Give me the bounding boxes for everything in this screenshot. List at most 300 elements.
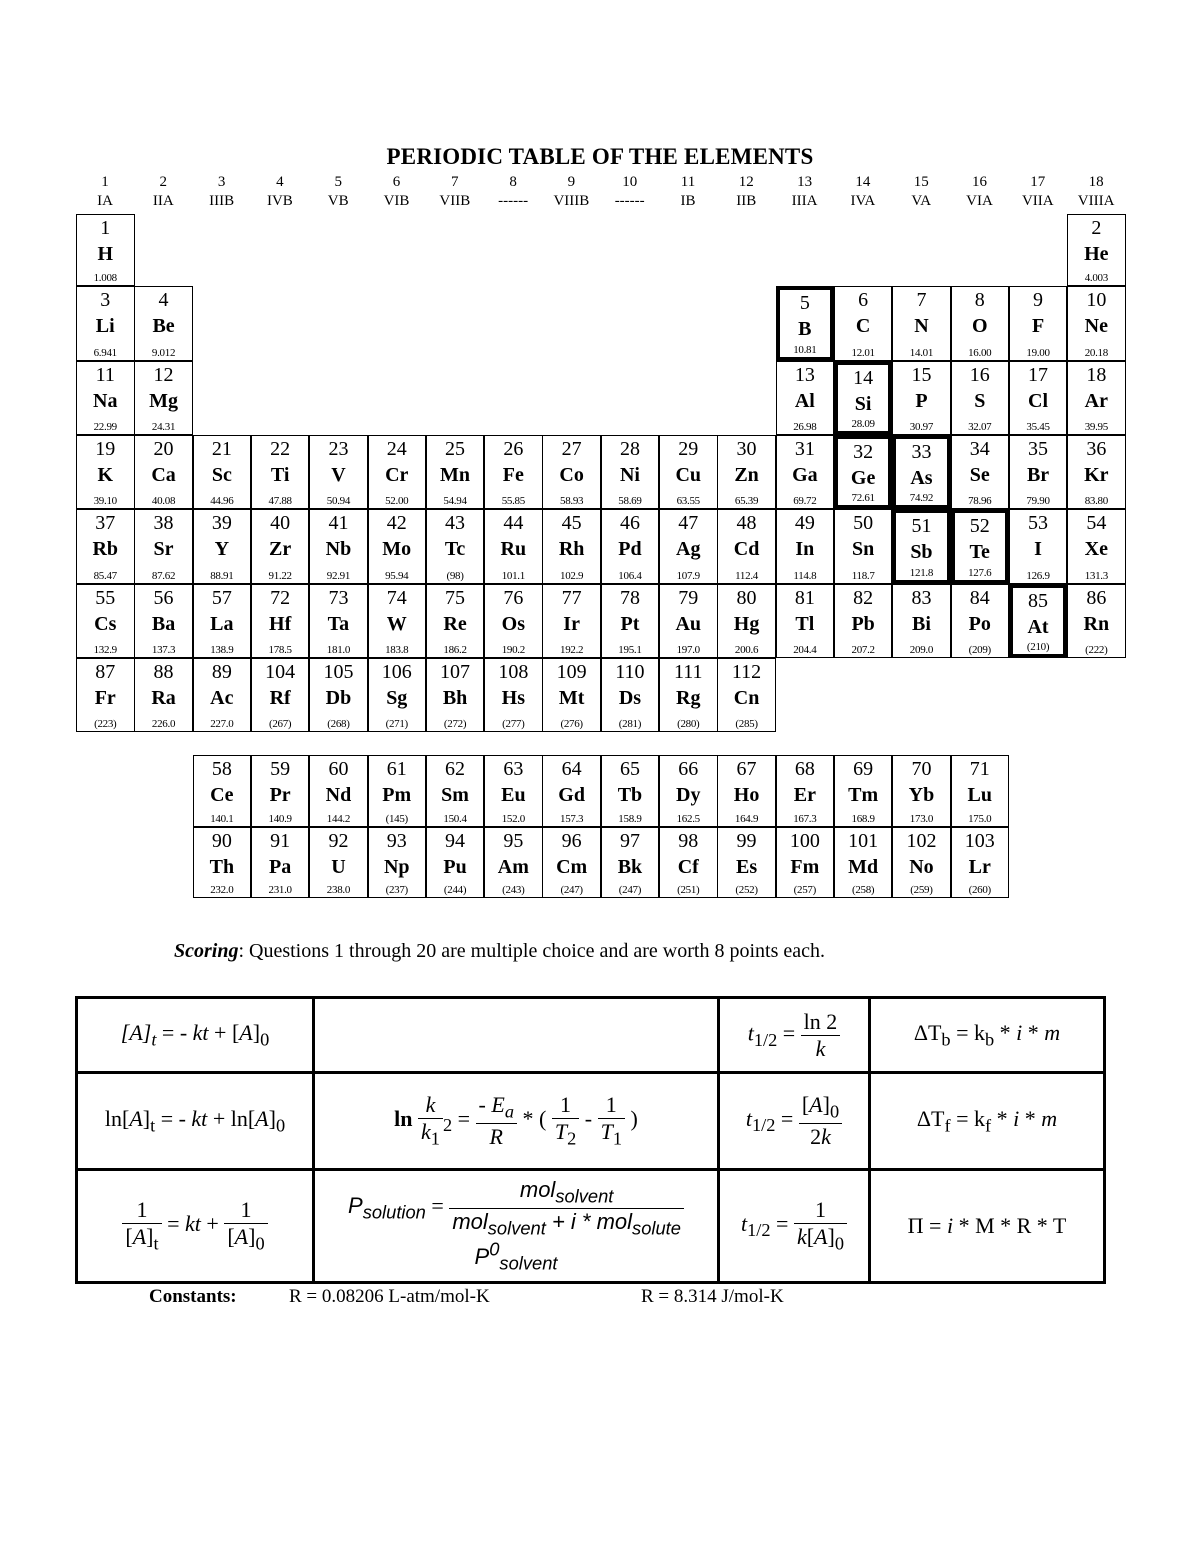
group-label: VIIA: [1021, 193, 1054, 209]
element-symbol: Ag: [676, 538, 701, 560]
atomic-number: 7: [916, 289, 927, 311]
element-cell-pd: [601, 509, 660, 584]
element-cell-kr: [1067, 435, 1126, 509]
atomic-number: 13: [794, 364, 815, 386]
atomic-mass: (145): [385, 813, 408, 825]
atomic-number: 43: [445, 512, 466, 534]
atomic-mass: 140.1: [210, 813, 234, 825]
element-symbol: Gd: [558, 784, 585, 806]
element-symbol: Lr: [968, 856, 991, 878]
group-header-14: [834, 173, 892, 211]
atomic-mass: 10.81: [793, 344, 817, 356]
element-symbol: Hg: [733, 613, 760, 635]
atomic-mass: 58.69: [618, 495, 642, 507]
group-number: 8: [509, 174, 517, 190]
element-cell-nb: [309, 509, 368, 584]
atomic-mass: 175.0: [968, 813, 992, 825]
group-number: 3: [217, 174, 226, 190]
element-symbol: Si: [854, 393, 872, 415]
element-symbol: Pr: [269, 784, 291, 806]
element-symbol: Zr: [269, 538, 292, 560]
element-cell-re: [426, 584, 485, 658]
element-symbol: Bh: [442, 687, 468, 709]
atomic-mass: 55.85: [501, 495, 525, 507]
element-symbol: B: [798, 318, 812, 340]
element-cell-h: [76, 214, 135, 286]
group-label: VA: [911, 193, 932, 209]
element-symbol: Sr: [153, 538, 174, 560]
group-header-12: [717, 173, 775, 211]
atomic-number: 82: [853, 587, 874, 609]
element-symbol: He: [1084, 243, 1109, 265]
element-cell-sb: [892, 509, 951, 584]
atomic-mass: (251): [677, 884, 700, 896]
element-cell-th: [193, 827, 252, 898]
element-symbol: Co: [559, 464, 584, 486]
element-cell-fm: [776, 827, 835, 898]
group-header-5: [309, 173, 367, 211]
element-symbol: O: [971, 315, 988, 337]
atomic-number: 24: [386, 438, 407, 460]
atomic-number: 59: [270, 758, 291, 780]
atomic-mass: 186.2: [443, 644, 467, 656]
atomic-mass: (222): [1085, 644, 1108, 656]
atomic-number: 39: [211, 512, 232, 534]
element-symbol: Tm: [848, 784, 879, 806]
atomic-mass: 9.012: [151, 347, 176, 359]
element-symbol: Br: [1026, 464, 1050, 486]
element-symbol: Cs: [94, 613, 117, 635]
element-symbol: S: [974, 390, 986, 412]
atomic-number: 76: [503, 587, 524, 609]
element-symbol: Mo: [382, 538, 412, 560]
group-number: 5: [334, 174, 342, 190]
element-symbol: Ru: [500, 538, 527, 560]
element-symbol: Pm: [382, 784, 412, 806]
element-cell-bh: [426, 658, 485, 732]
element-cell-y: [193, 509, 252, 584]
element-symbol: Ac: [210, 687, 234, 709]
element-cell-xe: [1067, 509, 1126, 584]
atomic-mass: 39.10: [93, 495, 117, 507]
scoring-label: Scoring: [174, 940, 239, 962]
atomic-mass: 127.6: [968, 567, 992, 579]
element-cell-n: [892, 286, 951, 361]
atomic-mass: (243): [502, 884, 525, 896]
atomic-mass: 238.0: [326, 884, 351, 896]
element-cell-ra: [134, 658, 193, 732]
element-symbol: Cd: [733, 538, 760, 560]
element-cell-pt: [601, 584, 660, 658]
element-cell-ho: [717, 755, 776, 827]
element-symbol: K: [97, 464, 114, 486]
element-symbol: Dy: [676, 784, 701, 806]
atomic-mass: (258): [851, 884, 875, 896]
element-symbol: Rf: [269, 687, 291, 709]
atomic-mass: 44.96: [210, 495, 234, 507]
element-symbol: Pb: [851, 613, 875, 635]
atomic-mass: 102.9: [560, 570, 584, 582]
element-symbol: Sb: [910, 541, 933, 563]
element-cell-pm: [368, 755, 427, 827]
element-cell-mn: [426, 435, 485, 509]
group-label: IB: [680, 193, 696, 209]
element-cell-hg: [717, 584, 776, 658]
element-symbol: Ar: [1084, 390, 1108, 412]
element-cell-er: [776, 755, 835, 827]
element-symbol: Ir: [563, 613, 580, 635]
atomic-number: 5: [799, 292, 810, 314]
element-cell-b: [776, 286, 835, 361]
atomic-mass: 35.45: [1026, 421, 1050, 433]
element-cell-mg: [134, 361, 193, 435]
atomic-mass: 227.0: [210, 718, 234, 730]
element-symbol: Ga: [792, 464, 818, 486]
freezing-point-depression: $\Delta T_f = k_f * i * m$: [870, 1073, 1105, 1170]
group-number: 1: [101, 174, 109, 190]
element-cell-pr: [251, 755, 310, 827]
element-cell-ag: [659, 509, 718, 584]
element-symbol: Ba: [151, 613, 176, 635]
half-life-zero-order: $t_{1/2}$ = $\frac{[A]_0}{2k}$: [719, 1073, 870, 1170]
element-symbol: Ne: [1084, 315, 1108, 337]
atomic-mass: 83.80: [1084, 495, 1108, 507]
osmotic-pressure: Π = i * M * R * T: [870, 1170, 1105, 1283]
element-cell-te: [951, 509, 1010, 584]
element-symbol: H: [97, 243, 114, 265]
atomic-mass: 226.0: [151, 718, 176, 730]
element-symbol: Te: [969, 541, 990, 563]
group-header-4: [251, 173, 309, 211]
element-cell-cm: [542, 827, 601, 898]
element-symbol: Cr: [385, 464, 409, 486]
atomic-number: 105: [323, 661, 354, 683]
atomic-mass: 87.62: [151, 570, 176, 582]
atomic-number: 67: [736, 758, 757, 780]
atomic-number: 12: [153, 364, 174, 386]
atomic-number: 91: [270, 830, 291, 852]
element-cell-hs: [484, 658, 543, 732]
atomic-number: 94: [445, 830, 466, 852]
atomic-mass: (98): [446, 570, 464, 582]
atomic-number: 60: [328, 758, 349, 780]
element-cell-bi: [892, 584, 951, 658]
element-cell-o: [951, 286, 1010, 361]
element-symbol: W: [386, 613, 407, 635]
atomic-mass: 192.2: [560, 644, 584, 656]
element-cell-br: [1009, 435, 1068, 509]
element-cell-ne: [1067, 286, 1126, 361]
atomic-number: 70: [911, 758, 932, 780]
group-number: 10: [622, 174, 638, 190]
group-number: 9: [567, 174, 576, 190]
atomic-mass: 12.01: [851, 347, 875, 359]
atomic-number: 46: [619, 512, 640, 534]
atomic-number: 83: [911, 587, 932, 609]
atomic-number: 56: [153, 587, 174, 609]
group-header-3: [193, 173, 251, 211]
atomic-number: 52: [969, 515, 990, 537]
atomic-mass: 114.8: [793, 570, 817, 582]
atomic-mass: (281): [618, 718, 642, 730]
atomic-mass: 106.4: [618, 570, 642, 582]
element-symbol: Er: [793, 784, 816, 806]
group-label: IIA: [152, 193, 174, 209]
gas-constant-joule: R = 8.314 J/mol-K: [641, 1286, 784, 1307]
element-cell-be: [134, 286, 193, 361]
element-cell-v: [309, 435, 368, 509]
group-header-17: [1009, 173, 1067, 211]
element-symbol: Cl: [1028, 390, 1049, 412]
atomic-number: 78: [619, 587, 640, 609]
atomic-number: 109: [556, 661, 587, 683]
element-cell-ar: [1067, 361, 1126, 435]
atomic-number: 62: [445, 758, 466, 780]
element-symbol: Np: [383, 856, 410, 878]
group-label: VIA: [966, 193, 993, 209]
raoult-law: $P_{solution}$ = $\frac{mol_{solvent}}{mol_{solvent} + i * mol_{solute}}$ $P^0_{solvent}$: [314, 1170, 719, 1283]
element-symbol: Tb: [617, 784, 643, 806]
atomic-mass: 126.9: [1026, 570, 1050, 582]
group-header-1: [76, 173, 134, 211]
atomic-number: 51: [911, 515, 932, 537]
atomic-mass: 231.0: [268, 884, 292, 896]
atomic-number: 25: [445, 438, 466, 460]
atomic-number: 65: [619, 758, 640, 780]
atomic-number: 20: [153, 438, 174, 460]
group-label: IVA: [850, 193, 876, 209]
element-symbol: Bi: [911, 613, 931, 635]
atomic-mass: (252): [735, 884, 758, 896]
atomic-number: 80: [736, 587, 757, 609]
atomic-number: 97: [619, 830, 640, 852]
element-cell-s: [951, 361, 1010, 435]
element-cell-mt: [542, 658, 601, 732]
atomic-number: 47: [678, 512, 699, 534]
group-number: 6: [392, 174, 401, 190]
atomic-number: 29: [678, 438, 699, 460]
atomic-mass: 195.1: [618, 644, 642, 656]
element-cell-ni: [601, 435, 660, 509]
element-cell-cs: [76, 584, 135, 658]
element-symbol: Kr: [1084, 464, 1109, 486]
element-symbol: Po: [968, 613, 991, 635]
atomic-mass: (277): [502, 718, 525, 730]
atomic-mass: 158.9: [618, 813, 642, 825]
atomic-mass: 178.5: [268, 644, 292, 656]
element-cell-w: [368, 584, 427, 658]
atomic-number: 15: [911, 364, 932, 386]
atomic-mass: 101.1: [501, 570, 525, 582]
element-cell-sn: [834, 509, 893, 584]
atomic-mass: 204.4: [793, 644, 817, 656]
atomic-mass: 183.8: [385, 644, 409, 656]
element-symbol: Cf: [677, 856, 699, 878]
element-symbol: N: [914, 315, 929, 337]
atomic-mass: 168.9: [851, 813, 875, 825]
atomic-number: 14: [853, 367, 874, 389]
element-cell-co: [542, 435, 601, 509]
element-symbol: Sn: [852, 538, 875, 560]
atomic-number: 90: [211, 830, 232, 852]
element-symbol: Cm: [556, 856, 588, 878]
element-symbol: Li: [95, 315, 115, 337]
element-symbol: Se: [969, 464, 990, 486]
element-cell-sc: [193, 435, 252, 509]
element-cell-si: [834, 361, 893, 435]
atomic-number: 100: [789, 830, 820, 852]
element-cell-lu: [951, 755, 1010, 827]
element-cell-lr: [951, 827, 1010, 898]
element-cell-pu: [426, 827, 485, 898]
group-label: IIIA: [791, 193, 818, 209]
half-life-second-order: $t_{1/2}$ = $\frac{1}{k[A]_0}$: [719, 1170, 870, 1283]
atomic-number: 48: [736, 512, 757, 534]
element-symbol: Ni: [619, 464, 640, 486]
group-header-13: [776, 173, 834, 211]
atomic-number: 111: [673, 661, 703, 683]
page-title: PERIODIC TABLE OF THE ELEMENTS: [386, 144, 814, 169]
atomic-number: 71: [969, 758, 990, 780]
atomic-number: 10: [1086, 289, 1107, 311]
atomic-mass: 74.92: [909, 492, 934, 504]
element-symbol: Sg: [386, 687, 408, 709]
element-symbol: Th: [209, 856, 235, 878]
group-label: ------: [614, 193, 645, 209]
element-cell-mo: [368, 509, 427, 584]
element-cell-al: [776, 361, 835, 435]
atomic-mass: 140.9: [268, 813, 292, 825]
atomic-number: 16: [969, 364, 990, 386]
element-cell-as: [892, 435, 951, 509]
atomic-mass: 54.94: [443, 495, 467, 507]
element-cell-na: [76, 361, 135, 435]
atomic-number: 30: [736, 438, 757, 460]
group-number: 7: [451, 174, 459, 190]
atomic-mass: 107.9: [676, 570, 700, 582]
atomic-mass: 16.00: [968, 347, 992, 359]
element-symbol: Ra: [151, 687, 176, 709]
atomic-number: 18: [1086, 364, 1107, 386]
atomic-number: 103: [964, 830, 995, 852]
element-cell-no: [892, 827, 951, 898]
element-symbol: Ce: [210, 784, 234, 806]
atomic-number: 86: [1086, 587, 1107, 609]
element-symbol: Mg: [149, 390, 178, 412]
group-number: 15: [913, 174, 929, 190]
element-symbol: Am: [497, 856, 529, 878]
element-cell-zr: [251, 509, 310, 584]
atomic-number: 19: [95, 438, 116, 460]
atomic-number: 99: [736, 830, 757, 852]
atomic-mass: 209.0: [909, 644, 934, 656]
atomic-number: 22: [270, 438, 291, 460]
element-cell-dy: [659, 755, 718, 827]
atomic-number: 72: [270, 587, 291, 609]
atomic-number: 66: [678, 758, 699, 780]
element-cell-md: [834, 827, 893, 898]
atomic-number: 92: [328, 830, 349, 852]
atomic-number: 79: [678, 587, 699, 609]
group-number: 13: [797, 174, 813, 190]
group-number: 2: [159, 174, 168, 190]
atomic-mass: 65.39: [734, 495, 759, 507]
equation-table: [75, 996, 1106, 1284]
atomic-mass: 190.2: [501, 644, 525, 656]
scoring-note: [174, 940, 825, 963]
element-symbol: C: [855, 315, 871, 337]
atomic-mass: (271): [385, 718, 408, 730]
group-header-6: [368, 173, 426, 211]
element-symbol: Cn: [733, 687, 760, 709]
atomic-number: 6: [858, 289, 869, 311]
atomic-mass: 138.9: [210, 644, 234, 656]
atomic-mass: 26.98: [793, 421, 817, 433]
element-symbol: Hs: [501, 687, 526, 709]
element-symbol: Ds: [618, 687, 642, 709]
element-cell-cd: [717, 509, 776, 584]
atomic-number: 26: [503, 438, 524, 460]
atomic-number: 2: [1091, 217, 1102, 239]
atomic-number: 23: [328, 438, 349, 460]
atomic-mass: 112.4: [735, 570, 758, 582]
element-symbol: Rg: [676, 687, 701, 709]
atomic-mass: 1.008: [93, 272, 117, 284]
element-cell-fe: [484, 435, 543, 509]
element-cell-li: [76, 286, 135, 361]
element-cell-zn: [717, 435, 776, 509]
atomic-mass: (267): [268, 718, 292, 730]
group-number: 12: [738, 174, 754, 190]
atomic-mass: (268): [327, 718, 350, 730]
atomic-number: 57: [211, 587, 232, 609]
element-symbol: Na: [93, 390, 118, 412]
element-symbol: Al: [794, 390, 815, 412]
atomic-mass: 157.3: [560, 813, 584, 825]
atomic-number: 41: [328, 512, 349, 534]
atomic-mass: (244): [443, 884, 467, 896]
element-symbol: Fm: [790, 856, 820, 878]
atomic-mass: 69.72: [793, 495, 817, 507]
atomic-number: 104: [265, 661, 296, 683]
element-symbol: Sm: [441, 784, 469, 806]
element-symbol: Tl: [795, 613, 815, 635]
atomic-mass: 150.4: [443, 813, 467, 825]
atomic-mass: (247): [618, 884, 642, 896]
atomic-mass: 63.55: [676, 495, 700, 507]
atomic-mass: 118.7: [851, 570, 875, 582]
element-symbol: Y: [214, 538, 230, 560]
element-symbol: Rh: [558, 538, 585, 560]
element-cell-nd: [309, 755, 368, 827]
element-symbol: V: [331, 464, 346, 486]
element-cell-tm: [834, 755, 893, 827]
atomic-mass: 85.47: [93, 570, 117, 582]
element-cell-am: [484, 827, 543, 898]
atomic-number: 3: [100, 289, 111, 311]
atomic-mass: (247): [560, 884, 583, 896]
element-symbol: Hf: [269, 613, 292, 635]
atomic-number: 50: [853, 512, 874, 534]
atomic-mass: 78.96: [968, 495, 992, 507]
atomic-number: 34: [969, 438, 990, 460]
element-cell-ru: [484, 509, 543, 584]
element-cell-rf: [251, 658, 310, 732]
zero-order-rate-law: $[A]_t$ = - kt + $[A]_0$: [77, 998, 314, 1073]
group-label: VB: [327, 193, 349, 209]
element-cell-cr: [368, 435, 427, 509]
atomic-number: 32: [853, 441, 874, 463]
